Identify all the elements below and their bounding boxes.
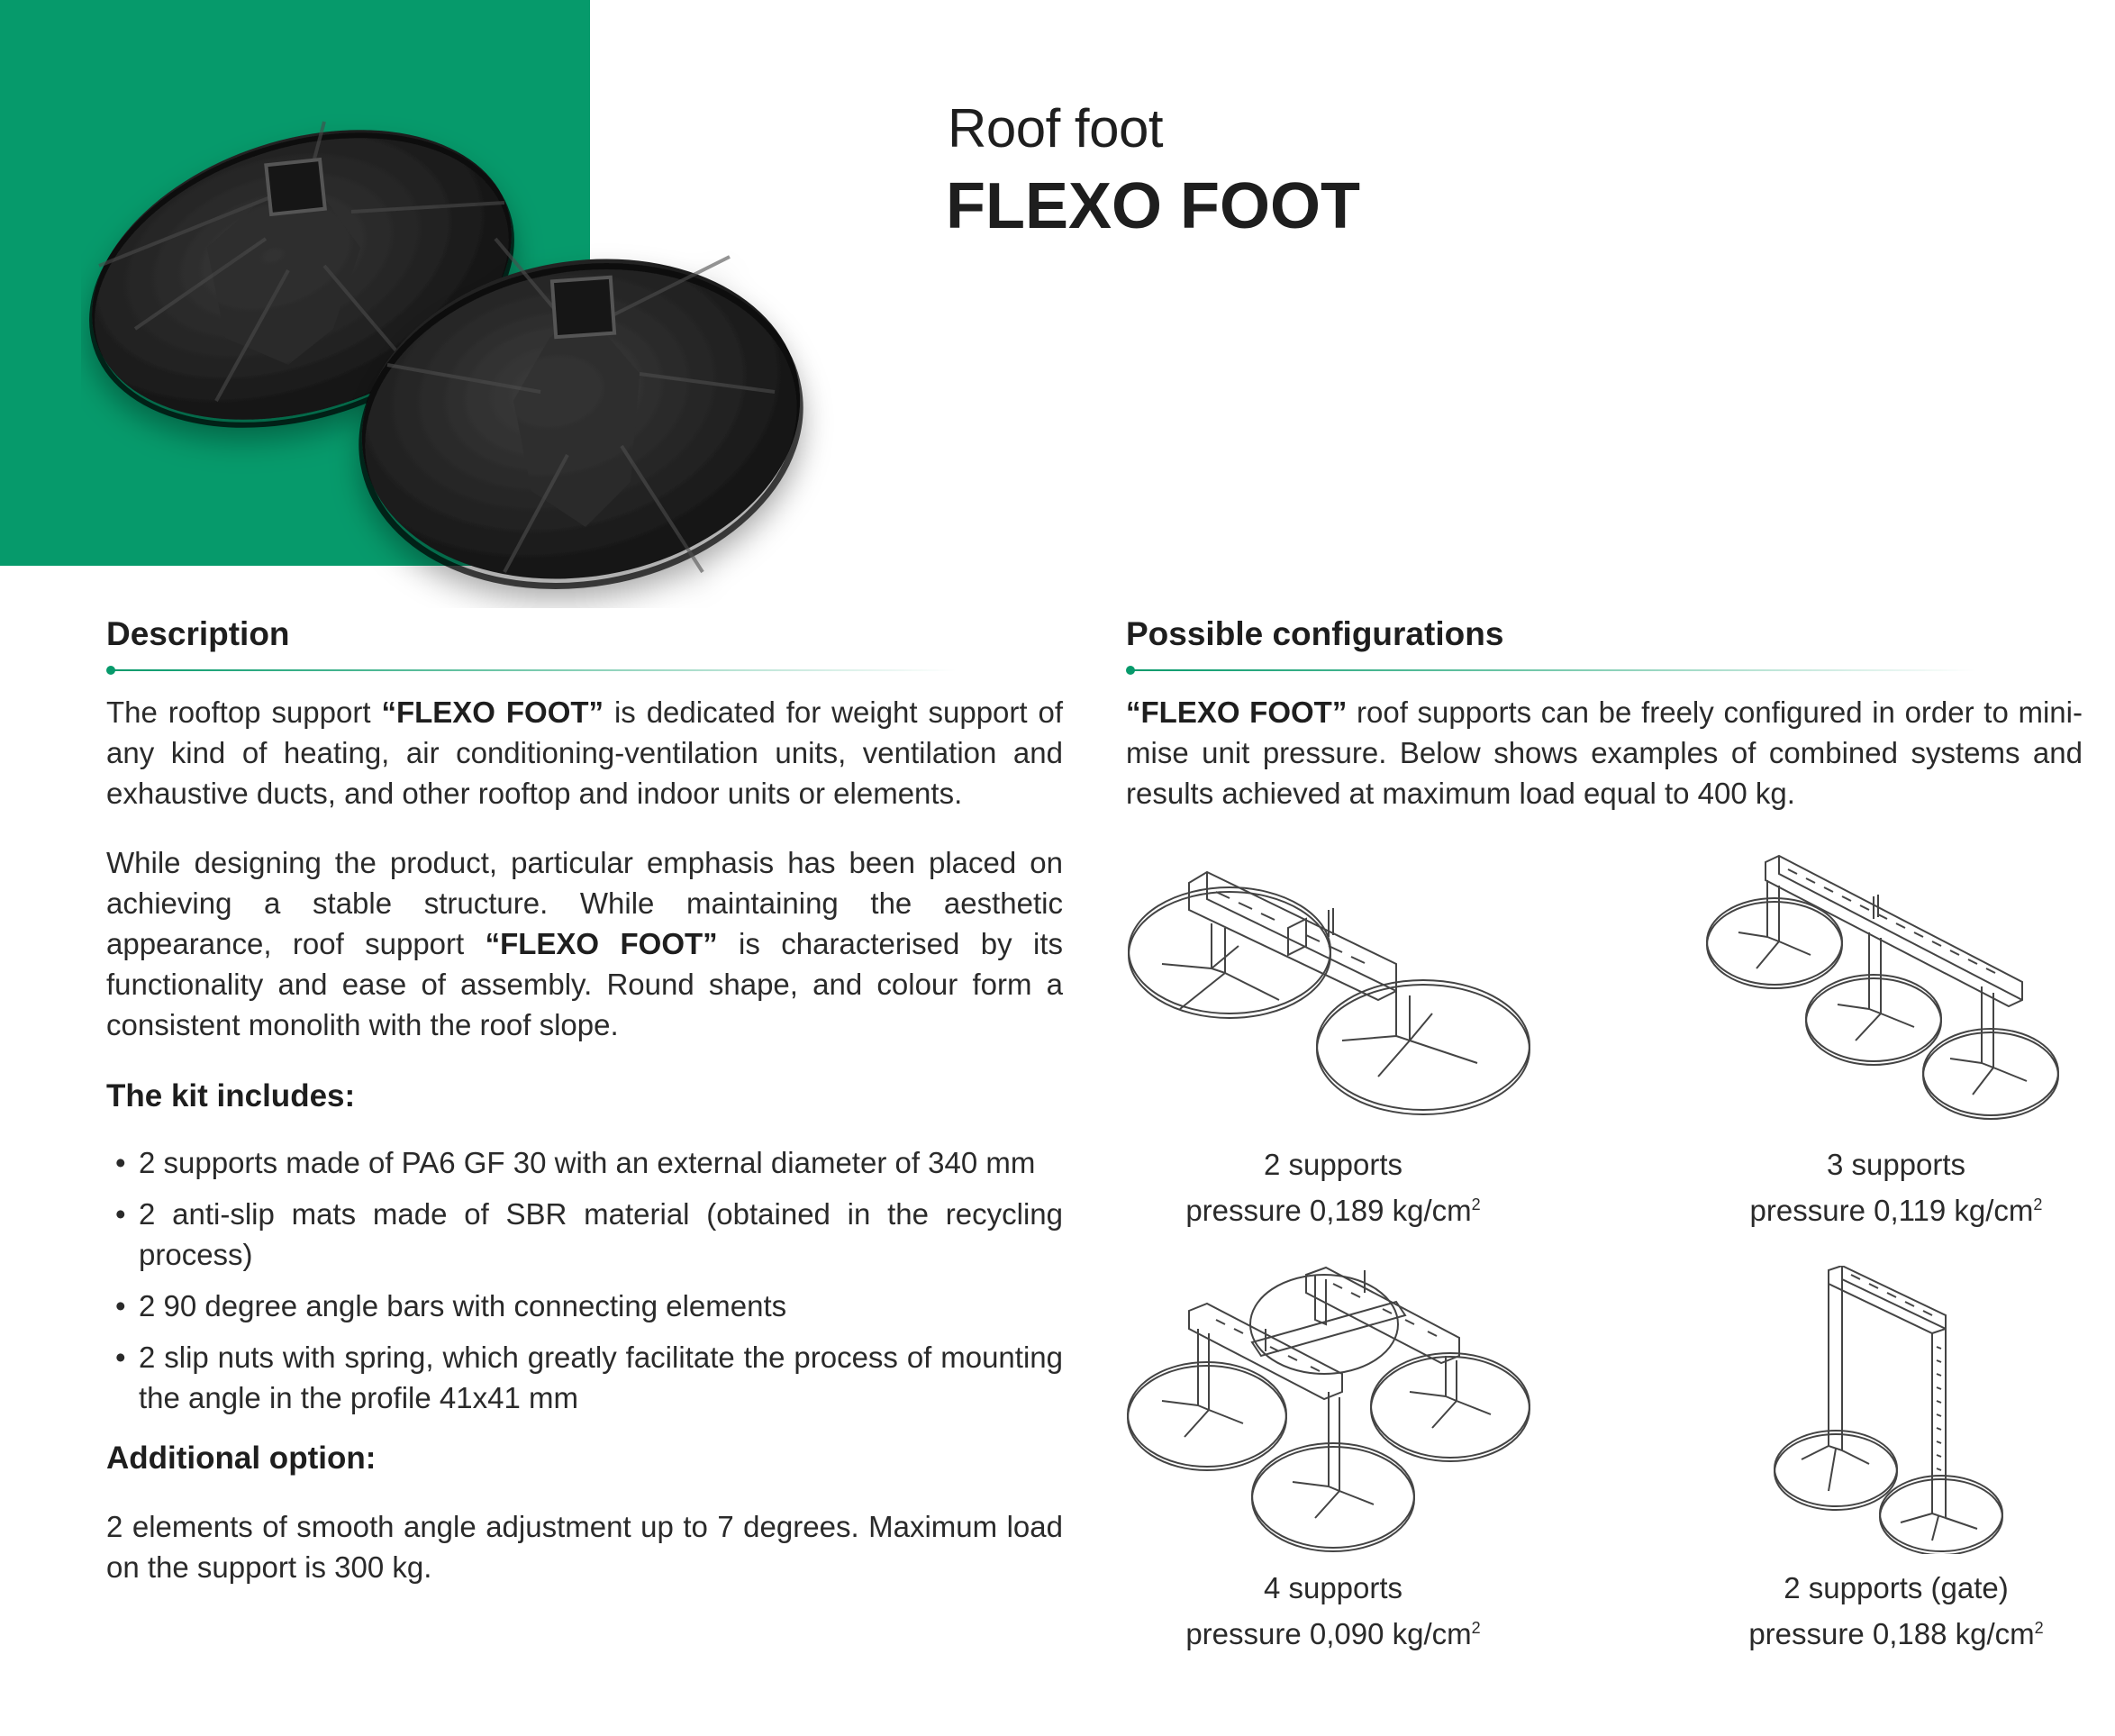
description-paragraph-1: The rooftop support “FLEXO FOOT” is dedicated for weight support of any kind of heating, air conditioning-ventilation units, ventilation and exhaustive ducts, and other rooftop and indoor units or elements. [106,695,1064,810]
kit-heading: The kit includes: [106,1078,356,1113]
config-gate-illustration [1766,1266,2027,1554]
config-gate-label [1702,1568,2090,1654]
config-name: 2 supports (gate) [1784,1571,2009,1604]
kit-list [106,1142,1063,1418]
heading-rule [1126,665,2083,676]
page-subtitle: Roof foot [948,98,1163,159]
config-2-supports-label [1126,1144,1540,1231]
additional-text: 2 elements of smooth angle adjustment up to 7 degrees. Maximum load on the support is 300 kg. [106,1510,1063,1584]
config-3-supports-label [1702,1144,2090,1231]
description-paragraph-2: While designing the product, particular emphasis has been placed on achieving a stable structure. While maintaining the aesthetic appearance, roof support “FLEXO FOOT” is characterised by its functionality and ease of assembly. Round shape, and colour form a consistent monolith with the roof slope. [106,846,1064,1041]
configurations-intro: “FLEXO FOOT” roof supports can be freely configured in order to minimise unit pressure. Below shows examples of combined systems and results achieved at maximum load equal to 400 kg. [1126,695,2083,810]
config-pressure: pressure 0,090 $kg/cm^2$ [1185,1617,1481,1650]
config-pressure: pressure 0,188 $kg/cm^2$ [1748,1617,2044,1650]
list-item: • 2 anti-slip mats made of SBR material (obtained in the recycling process) [106,1194,1063,1275]
config-name: 4 supports [1263,1571,1403,1604]
description-heading: Description [106,615,290,652]
list-item: • 2 supports made of PA6 GF 30 with an external diameter of 340 mm [106,1142,1063,1183]
config-2-supports-illustration [1126,856,1540,1126]
flexo-foot-photo [81,104,982,608]
configurations-heading: Possible configurations [1126,615,1504,652]
config-4-supports-illustration [1126,1266,1540,1554]
additional-heading: Additional option: [106,1441,377,1476]
heading-rule [106,665,1063,676]
config-pressure: pressure 0,119 $kg/cm^2$ [1749,1194,2043,1227]
config-pressure: pressure 0,189 $kg/cm^2$ [1185,1194,1481,1227]
page-title: FLEXO FOOT [946,170,1360,242]
config-name: 3 supports [1826,1148,1966,1181]
config-3-supports-illustration [1702,851,2072,1131]
description-column [106,613,1063,1587]
config-name: 2 supports [1263,1148,1403,1181]
config-4-supports-label [1126,1568,1540,1654]
list-item: • 2 slip nuts with spring, which greatly facilitate the process of mounting the angle in the profile 41x41 mm [106,1337,1063,1418]
configurations-column [1126,613,2083,813]
list-item: • 2 90 degree angle bars with connecting elements [106,1286,1063,1326]
